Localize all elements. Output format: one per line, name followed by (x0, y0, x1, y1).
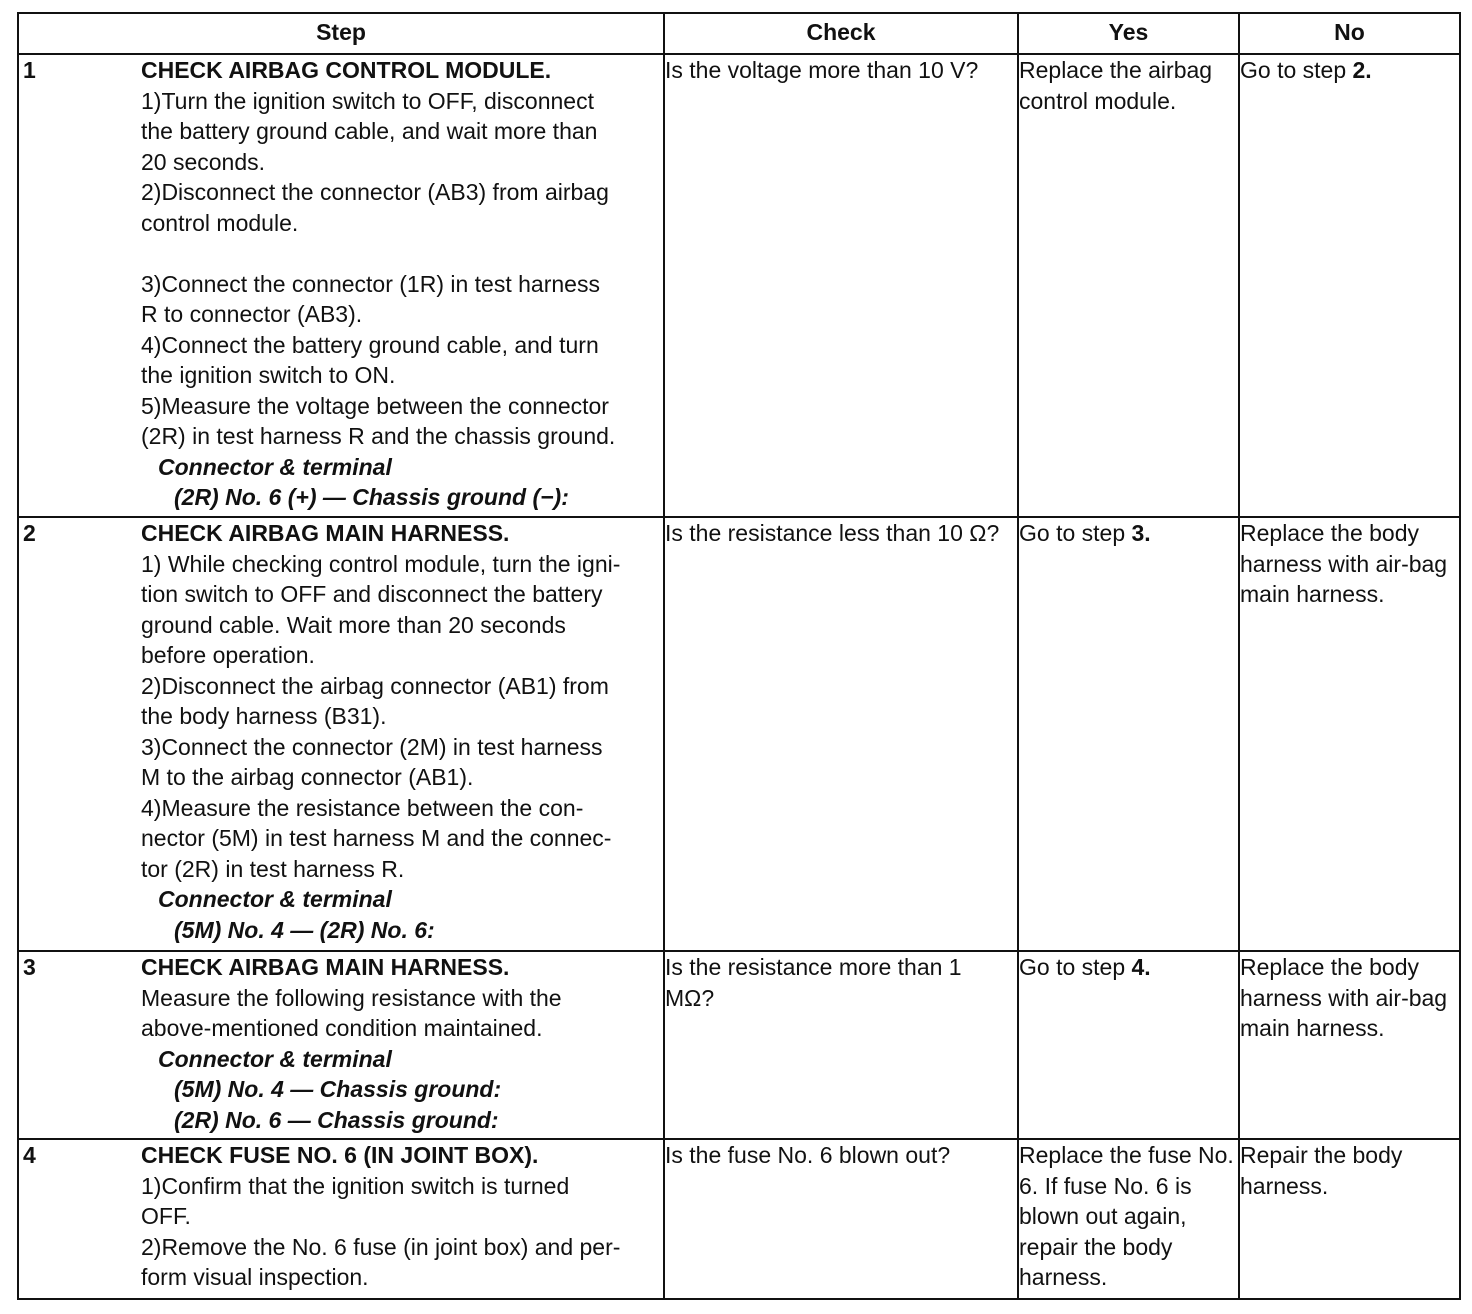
table-row (18, 951, 1460, 1139)
step-title: CHECK AIRBAG CONTROL MODULE. (141, 57, 552, 83)
step-cell (18, 517, 664, 951)
yes-cell (1018, 517, 1239, 951)
step-line: 3)Connect the connector (2M) in test harness (141, 733, 603, 760)
step-number: 3 (23, 954, 36, 980)
no-cell: Replace the body harness with air-bag main harness. (1239, 517, 1460, 951)
no-cell: Replace the body harness with air-bag main harness. (1239, 951, 1460, 1139)
step-line: 1)Confirm that the ignition switch is turned (141, 1172, 570, 1199)
step-number: 1 (23, 57, 36, 83)
step-line: form visual inspection. (141, 1264, 369, 1290)
no-step-ref: 2. (1352, 57, 1372, 83)
step-line: control module. (141, 209, 299, 236)
step-cell (18, 951, 664, 1139)
step-cell (18, 1139, 664, 1299)
step-title: CHECK AIRBAG MAIN HARNESS. (141, 954, 510, 980)
connector-terminal-value: (2R) No. 6 — Chassis ground: (174, 1106, 499, 1133)
no-cell (1239, 54, 1460, 517)
connector-terminal-label: Connector & terminal (158, 886, 392, 912)
yes-cell: Replace the airbag control module. (1018, 54, 1239, 517)
step-title: CHECK FUSE NO. 6 (IN JOINT BOX). (141, 1142, 539, 1168)
step-line: above-mentioned condition maintained. (141, 1015, 543, 1041)
connector-terminal-label: Connector & terminal (158, 453, 392, 480)
step-line: 4)Measure the resistance between the con- (141, 794, 584, 821)
table-row (18, 54, 1460, 517)
no-cell: Repair the body harness. (1239, 1139, 1460, 1299)
step-line: 1)Turn the ignition switch to OFF, disconnect (141, 87, 594, 114)
step-line: R to connector (AB3). (141, 301, 363, 327)
step-line: tion switch to OFF and disconnect the battery (141, 581, 603, 607)
check-cell: Is the voltage more than 10 V? (664, 54, 1018, 517)
step-line: 2)Disconnect the connector (AB3) from airbag (141, 179, 609, 205)
step-title: CHECK AIRBAG MAIN HARNESS. (141, 520, 510, 546)
connector-terminal-value: (5M) No. 4 — (2R) No. 6: (174, 916, 435, 943)
step-line: before operation. (141, 642, 315, 668)
step-line: (2R) in test harness R and the chassis ground. (141, 423, 616, 449)
step-line: nector (5M) in test harness M and the connec- (141, 825, 612, 851)
step-line: the battery ground cable, and wait more than (141, 118, 598, 144)
header-step: Step (18, 13, 664, 54)
yes-prefix: Go to step (1019, 520, 1132, 546)
step-line: ground cable. Wait more than 20 seconds (141, 611, 566, 638)
spacer (141, 238, 663, 269)
header-row (18, 13, 1460, 54)
step-number: 2 (23, 520, 36, 546)
connector-terminal-value: (5M) No. 4 — Chassis ground: (174, 1076, 502, 1102)
yes-cell: Replace the fuse No. 6. If fuse No. 6 is blown out again, repair the body harness. (1018, 1139, 1239, 1299)
check-cell: Is the resistance more than 1 MΩ? (664, 951, 1018, 1139)
diagnostic-table (17, 12, 1461, 1300)
step-line: the ignition switch to ON. (141, 362, 396, 388)
check-cell: Is the fuse No. 6 blown out? (664, 1139, 1018, 1299)
step-line: 2)Disconnect the airbag connector (AB1) from (141, 672, 609, 699)
step-line: 2)Remove the No. 6 fuse (in joint box) and per- (141, 1233, 621, 1260)
step-line: 3)Connect the connector (1R) in test harness (141, 270, 600, 297)
table-row (18, 1139, 1460, 1299)
step-line: 5)Measure the voltage between the connector (141, 392, 609, 419)
step-line: 1) While checking control module, turn the igni- (141, 550, 621, 577)
step-line: 4)Connect the battery ground cable, and turn (141, 331, 599, 358)
header-yes: Yes (1018, 13, 1239, 54)
step-line: Measure the following resistance with the (141, 984, 562, 1011)
header-check: Check (664, 13, 1018, 54)
step-line: the body harness (B31). (141, 703, 387, 729)
step-number: 4 (23, 1142, 36, 1168)
step-line: M to the airbag connector (AB1). (141, 764, 474, 790)
step-line: 20 seconds. (141, 148, 266, 175)
no-prefix: Go to step (1240, 57, 1353, 83)
yes-step-ref: 4. (1131, 954, 1151, 980)
table-row (18, 517, 1460, 951)
yes-step-ref: 3. (1131, 520, 1151, 546)
connector-terminal-value: (2R) No. 6 (+) — Chassis ground (−): (174, 484, 569, 510)
check-cell: Is the resistance less than 10 Ω? (664, 517, 1018, 951)
step-line: tor (2R) in test harness R. (141, 855, 405, 882)
connector-terminal-label: Connector & terminal (158, 1045, 392, 1072)
step-cell (18, 54, 664, 517)
header-no: No (1239, 13, 1460, 54)
yes-cell (1018, 951, 1239, 1139)
step-line: OFF. (141, 1203, 191, 1229)
yes-prefix: Go to step (1019, 954, 1132, 980)
